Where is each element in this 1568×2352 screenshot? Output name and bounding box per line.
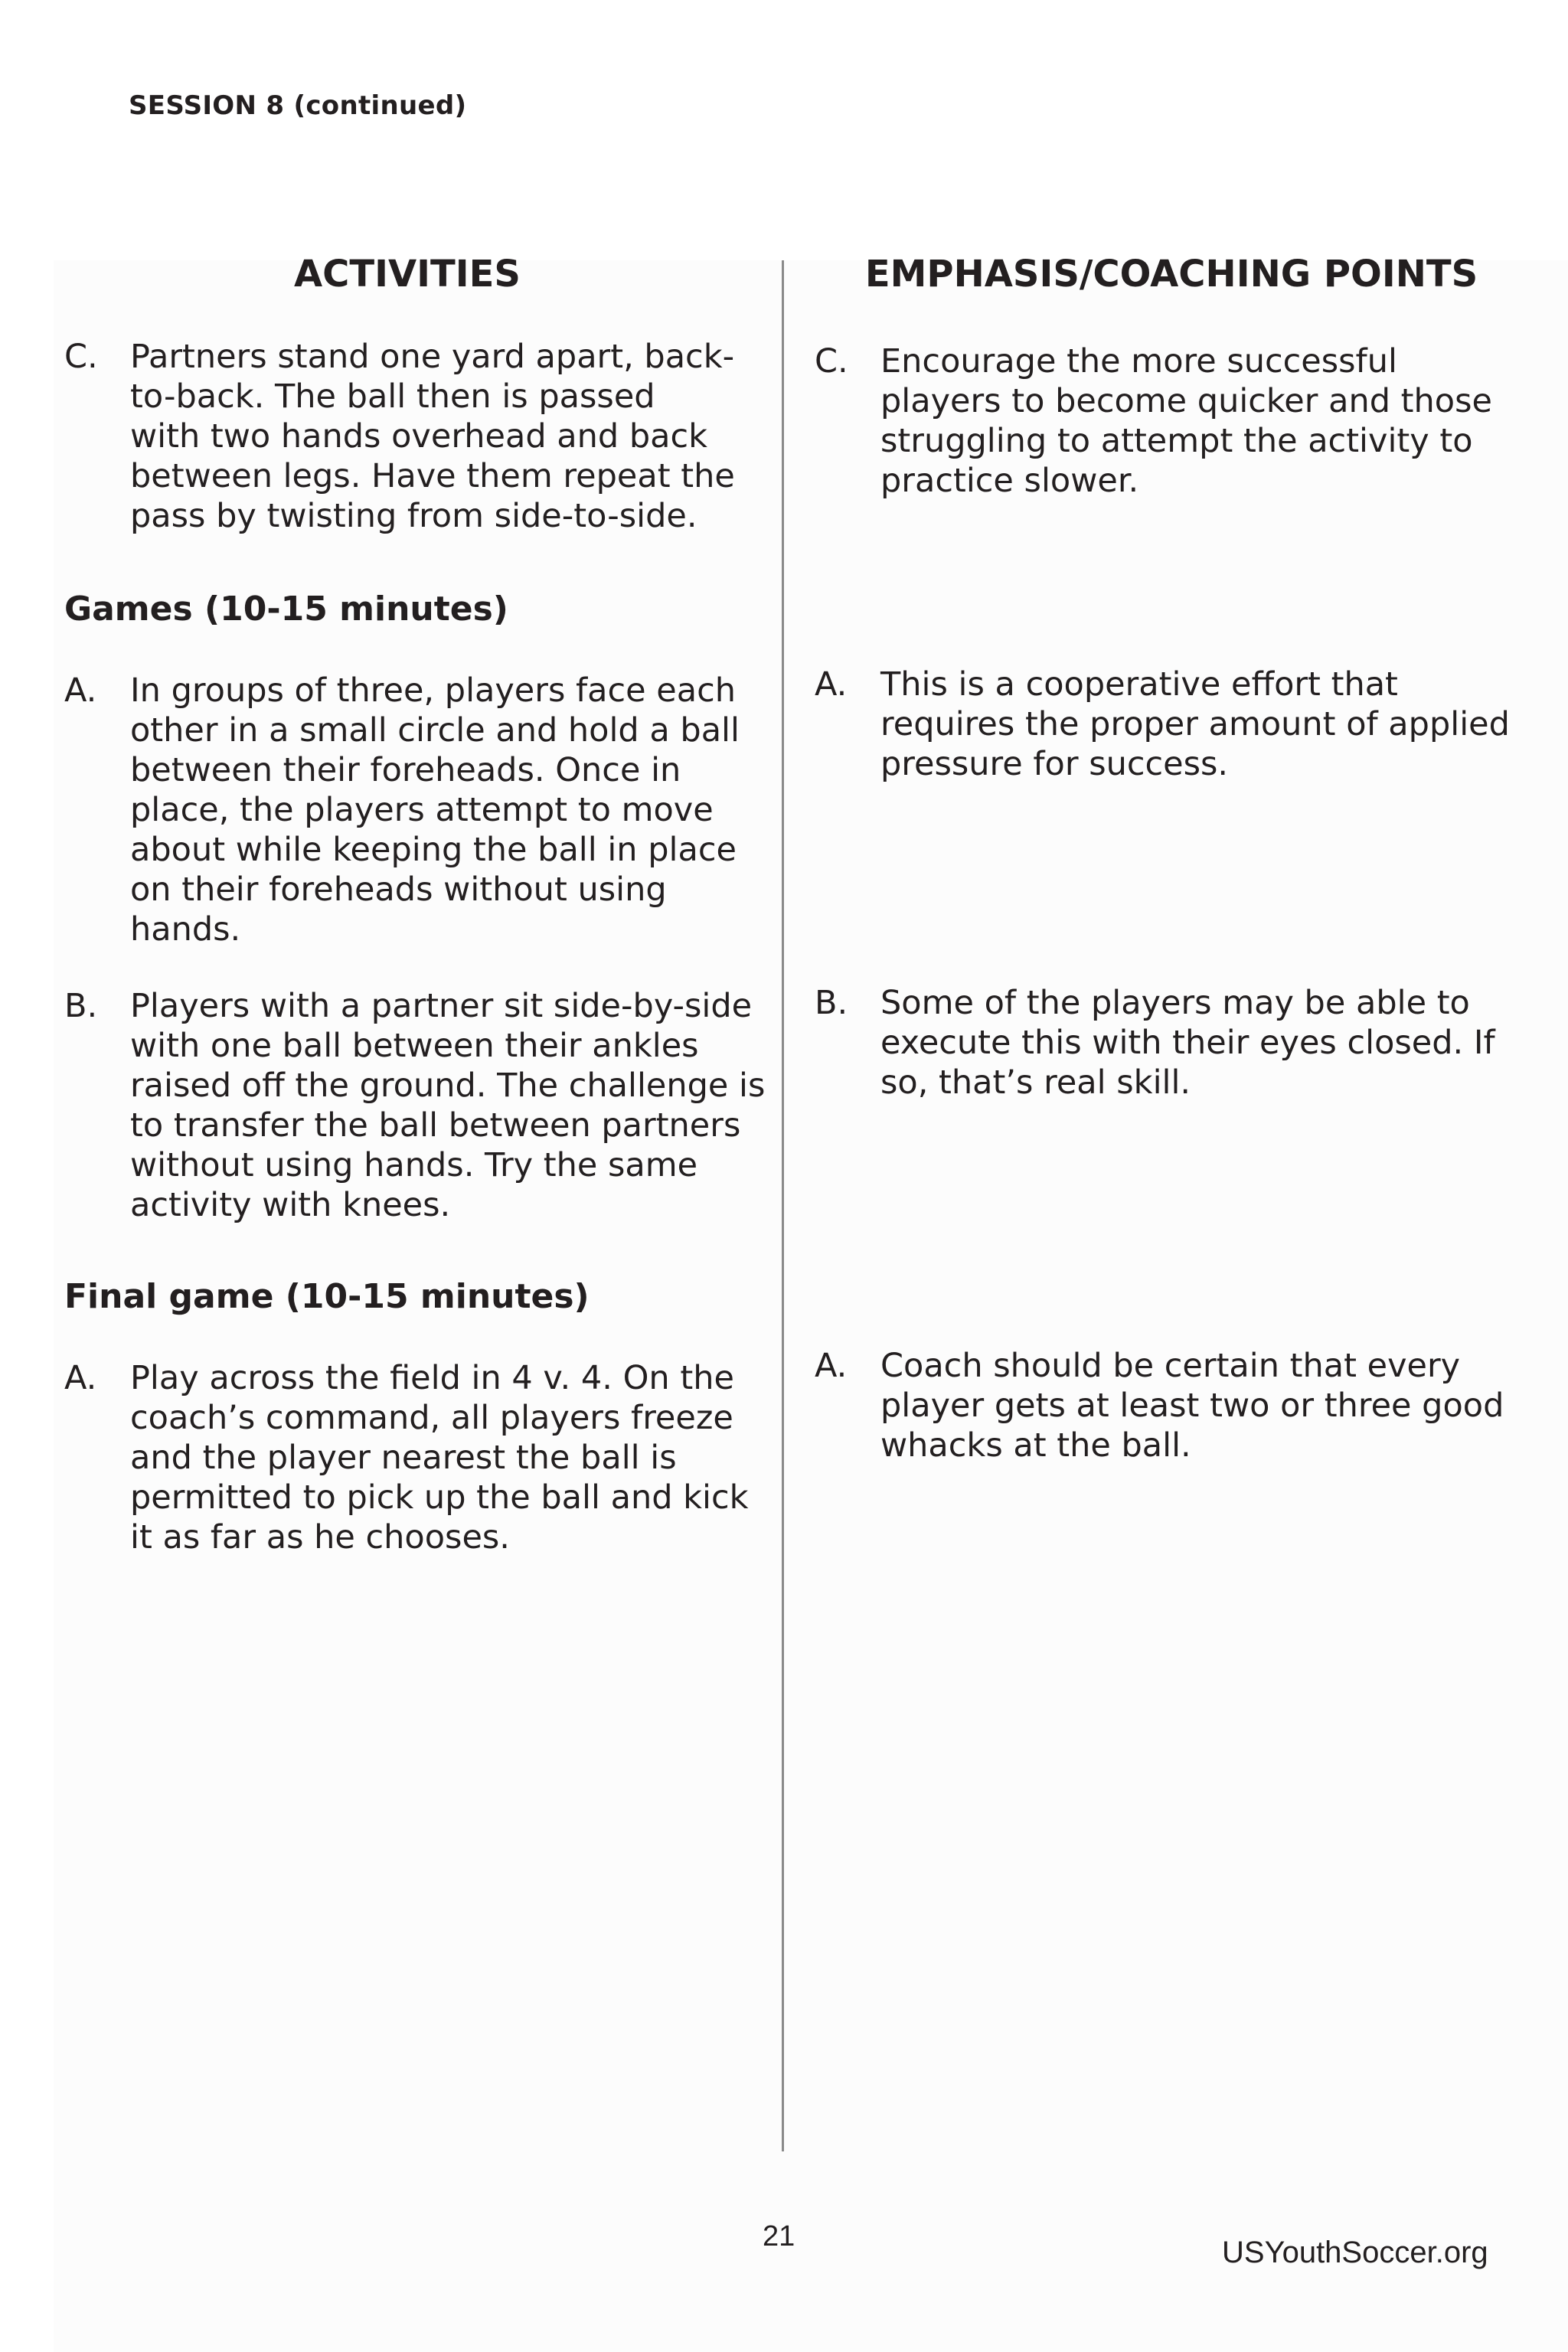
text-line: Partners stand one yard apart, back- <box>130 338 735 376</box>
text-line: Some of the players may be able to <box>880 984 1470 1022</box>
text-line: permitted to pick up the ball and kick <box>130 1478 749 1517</box>
text-line: In groups of three, players face each <box>130 671 736 710</box>
website-footer: USYouthSoccer.org <box>1222 2236 1488 2269</box>
activities-heading: ACTIVITIES <box>294 253 521 296</box>
text-line: execute this with their eyes closed. If <box>880 1024 1495 1062</box>
item-letter: A. <box>64 1359 97 1397</box>
item-text <box>880 341 1492 501</box>
text-line: about while keeping the ball in place <box>130 831 737 869</box>
item-text <box>880 665 1510 784</box>
text-line: coach’s command, all players freeze <box>130 1399 733 1437</box>
text-line: Play across the field in 4 v. 4. On the <box>130 1359 734 1397</box>
text-line: whacks at the ball. <box>880 1426 1191 1465</box>
text-line: pass by twisting from side-to-side. <box>130 497 697 535</box>
item-letter: B. <box>815 984 848 1022</box>
item-text <box>130 671 740 949</box>
page-number: 21 <box>763 2220 795 2252</box>
text-line: other in a small circle and hold a ball <box>130 711 740 750</box>
text-line: between legs. Have them repeat the <box>130 457 735 495</box>
item-letter: B. <box>64 987 98 1025</box>
text-line: Encourage the more successful <box>880 342 1397 381</box>
session-header: SESSION 8 (continued) <box>129 90 467 121</box>
text-line: place, the players attempt to move <box>130 791 714 829</box>
games-section-title: Games (10-15 minutes) <box>64 590 508 629</box>
text-line: with one ball between their ankles <box>130 1027 699 1065</box>
item-letter: C. <box>64 338 98 376</box>
item-text <box>880 983 1495 1102</box>
column-divider <box>782 260 784 2151</box>
emphasis-heading: EMPHASIS/COACHING POINTS <box>864 253 1478 296</box>
text-line: player gets at least two or three good <box>880 1387 1504 1425</box>
text-line: and the player nearest the ball is <box>130 1439 677 1477</box>
item-text <box>130 986 765 1225</box>
text-line: practice slower. <box>880 462 1139 500</box>
item-text <box>880 1346 1504 1465</box>
text-line: hands. <box>130 910 241 949</box>
text-line: without using hands. Try the same <box>130 1146 698 1184</box>
item-letter: C. <box>815 342 848 381</box>
text-line: so, that’s real skill. <box>880 1063 1191 1102</box>
text-line: raised off the ground. The challenge is <box>130 1067 766 1105</box>
text-line: to-back. The ball then is passed <box>130 377 655 416</box>
text-line: between their foreheads. Once in <box>130 751 681 789</box>
text-line: struggling to attempt the activity to <box>880 422 1473 460</box>
text-line: Players with a partner sit side-by-side <box>130 987 753 1025</box>
text-line: requires the proper amount of applied <box>880 705 1510 743</box>
item-text <box>130 337 735 536</box>
text-line: pressure for success. <box>880 745 1229 783</box>
item-letter: A. <box>815 665 848 704</box>
text-line: activity with knees. <box>130 1186 451 1224</box>
text-line: with two hands overhead and back <box>130 417 708 456</box>
text-line: players to become quicker and those <box>880 382 1492 420</box>
text-line: Coach should be certain that every <box>880 1347 1461 1385</box>
text-line: it as far as he chooses. <box>130 1518 510 1557</box>
item-text <box>130 1358 749 1557</box>
text-line: This is a cooperative effort that <box>880 665 1398 704</box>
text-line: to transfer the ball between partners <box>130 1106 741 1145</box>
item-letter: A. <box>64 671 97 710</box>
item-letter: A. <box>815 1347 848 1385</box>
text-line: on their foreheads without using <box>130 871 667 909</box>
final-game-section-title: Final game (10-15 minutes) <box>64 1277 590 1316</box>
